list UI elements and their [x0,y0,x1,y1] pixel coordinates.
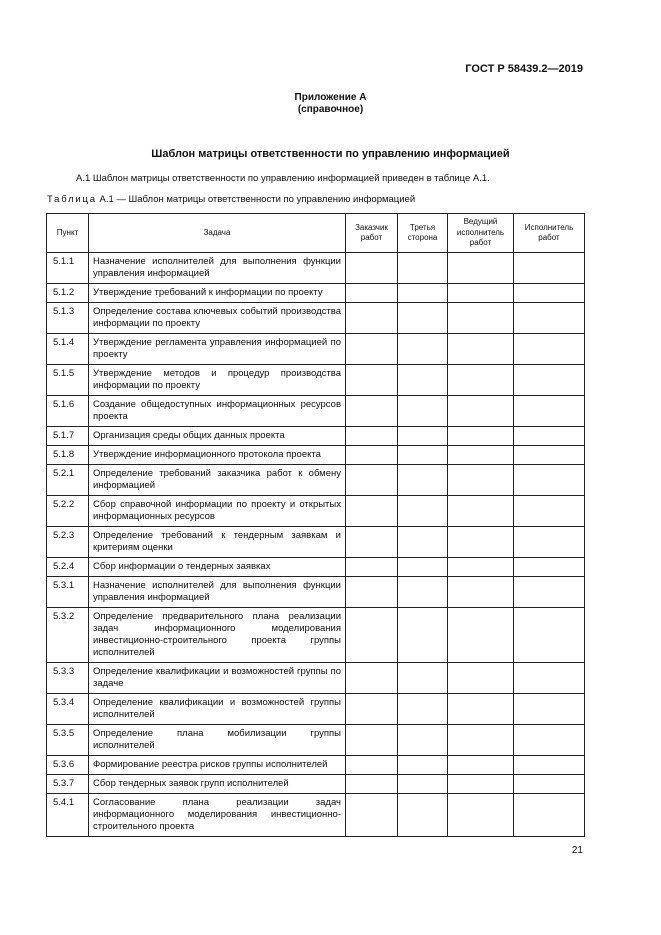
row-item-number: 5.3.2 [47,608,89,663]
cell-contractor [514,527,585,558]
table-caption [47,194,415,205]
row-item-number: 5.1.7 [47,427,89,446]
cell-customer [346,756,398,775]
cell-customer [346,558,398,577]
cell-contractor [514,396,585,427]
row-task: Назначение исполнителей для выполнения функции управления информацией [89,577,346,608]
cell-lead-contractor [448,284,514,303]
table-row [47,775,585,794]
cell-contractor [514,577,585,608]
cell-lead-contractor [448,334,514,365]
cell-customer [346,775,398,794]
cell-customer [346,694,398,725]
row-task: Сбор информации о тендерных заявках [89,558,346,577]
table-row [47,334,585,365]
cell-lead-contractor [448,694,514,725]
cell-contractor [514,608,585,663]
cell-contractor [514,303,585,334]
cell-lead-contractor [448,496,514,527]
row-task: Утверждение информационного протокола проекта [89,446,346,465]
cell-contractor [514,365,585,396]
row-item-number: 5.3.6 [47,756,89,775]
row-task: Сбор справочной информации по проекту и открытых информационных ресурсов [89,496,346,527]
table-caption-label: Таблица [47,194,97,205]
row-item-number: 5.3.5 [47,725,89,756]
row-item-number: 5.3.7 [47,775,89,794]
cell-third-party [398,396,448,427]
cell-lead-contractor [448,608,514,663]
row-item-number: 5.1.3 [47,303,89,334]
cell-customer [346,365,398,396]
cell-lead-contractor [448,775,514,794]
cell-lead-contractor [448,465,514,496]
cell-contractor [514,775,585,794]
cell-contractor [514,725,585,756]
cell-contractor [514,284,585,303]
cell-contractor [514,465,585,496]
cell-lead-contractor [448,725,514,756]
cell-third-party [398,284,448,303]
table-row [47,527,585,558]
cell-lead-contractor [448,527,514,558]
cell-customer [346,446,398,465]
row-task: Назначение исполнителей для выполнения функции управления информацией [89,253,346,284]
cell-customer [346,303,398,334]
cell-third-party [398,527,448,558]
row-task: Утверждение требований к информации по проекту [89,284,346,303]
cell-customer [346,427,398,446]
table-row [47,303,585,334]
cell-lead-contractor [448,663,514,694]
col-header-item: Пункт [47,214,89,253]
cell-customer [346,608,398,663]
responsibility-matrix-table [46,213,585,837]
col-header-third-party: Третья сторона [398,214,448,253]
cell-contractor [514,253,585,284]
cell-customer [346,284,398,303]
table-row [47,725,585,756]
row-task: Определение квалификации и возможностей группы исполнителей [89,694,346,725]
table-row [47,465,585,496]
page-number: 21 [571,845,583,856]
cell-customer [346,663,398,694]
row-item-number: 5.1.5 [47,365,89,396]
table-row [47,427,585,446]
table-row [47,284,585,303]
table-row [47,577,585,608]
cell-third-party [398,253,448,284]
cell-lead-contractor [448,303,514,334]
cell-contractor [514,427,585,446]
row-task: Определение плана мобилизации группы исполнителей [89,725,346,756]
cell-contractor [514,756,585,775]
row-item-number: 5.1.1 [47,253,89,284]
cell-third-party [398,365,448,396]
table-row [47,756,585,775]
row-task: Сбор тендерных заявок групп исполнителей [89,775,346,794]
cell-contractor [514,663,585,694]
cell-lead-contractor [448,558,514,577]
table-body [47,253,585,837]
cell-customer [346,794,398,837]
cell-third-party [398,694,448,725]
row-item-number: 5.3.4 [47,694,89,725]
cell-customer [346,725,398,756]
row-item-number: 5.1.8 [47,446,89,465]
cell-third-party [398,465,448,496]
cell-third-party [398,577,448,608]
table-row [47,558,585,577]
cell-third-party [398,756,448,775]
row-task: Определение требований заказчика работ к обмену информацией [89,465,346,496]
cell-lead-contractor [448,794,514,837]
row-item-number: 5.3.1 [47,577,89,608]
cell-customer [346,334,398,365]
section-heading: Шаблон матрицы ответственности по управлению информацией [151,148,510,160]
table-header-row [47,214,585,253]
cell-contractor [514,558,585,577]
table-row [47,446,585,465]
table-row [47,608,585,663]
col-header-task: Задача [89,214,346,253]
row-item-number: 5.3.3 [47,663,89,694]
cell-contractor [514,694,585,725]
cell-third-party [398,725,448,756]
row-item-number: 5.2.1 [47,465,89,496]
cell-third-party [398,558,448,577]
cell-contractor [514,496,585,527]
table-caption-text: А.1 — Шаблон матрицы ответственности по управлению информацией [96,194,416,205]
cell-customer [346,496,398,527]
row-item-number: 5.1.6 [47,396,89,427]
row-item-number: 5.2.4 [47,558,89,577]
cell-contractor [514,794,585,837]
table-row [47,694,585,725]
standard-designation: ГОСТ Р 58439.2—2019 [465,63,583,75]
row-item-number: 5.1.2 [47,284,89,303]
cell-contractor [514,334,585,365]
cell-lead-contractor [448,427,514,446]
col-header-contractor: Исполнитель работ [514,214,585,253]
col-header-lead-contractor: Ведущий исполнитель работ [448,214,514,253]
annex-title: Приложение А [294,92,367,103]
row-task: Создание общедоступных информационных ресурсов проекта [89,396,346,427]
cell-customer [346,577,398,608]
cell-customer [346,527,398,558]
cell-lead-contractor [448,756,514,775]
cell-lead-contractor [448,396,514,427]
cell-third-party [398,608,448,663]
cell-contractor [514,446,585,465]
row-task: Согласование плана реализации задач информационного моделирования инвестиционно-строительного проекта [89,794,346,837]
cell-third-party [398,334,448,365]
table-row [47,365,585,396]
table-row [47,396,585,427]
row-task: Утверждение методов и процедур производства информации по проекту [89,365,346,396]
cell-third-party [398,496,448,527]
row-item-number: 5.2.3 [47,527,89,558]
cell-third-party [398,446,448,465]
row-item-number: 5.2.2 [47,496,89,527]
cell-third-party [398,794,448,837]
table-row [47,253,585,284]
row-task: Утверждение регламента управления информацией по проекту [89,334,346,365]
row-task: Определение предварительного плана реализации задач информационного моделирования инвестиционно-строительного проекта группы исполнителей [89,608,346,663]
cell-third-party [398,303,448,334]
cell-lead-contractor [448,253,514,284]
table-row [47,663,585,694]
cell-lead-contractor [448,577,514,608]
table-row [47,794,585,837]
cell-third-party [398,775,448,794]
annex-subtitle: (справочное) [297,104,364,115]
row-task: Определение состава ключевых событий производства информации по проекту [89,303,346,334]
col-header-customer: Заказчик работ [346,214,398,253]
row-task: Формирование реестра рисков группы исполнителей [89,756,346,775]
cell-third-party [398,427,448,446]
cell-customer [346,253,398,284]
row-task: Определение требований к тендерным заявкам и критериям оценки [89,527,346,558]
row-item-number: 5.1.4 [47,334,89,365]
cell-customer [346,396,398,427]
row-item-number: 5.4.1 [47,794,89,837]
row-task: Определение квалификации и возможностей группы по задаче [89,663,346,694]
cell-third-party [398,663,448,694]
table-row [47,496,585,527]
row-task: Организация среды общих данных проекта [89,427,346,446]
intro-paragraph: А.1 Шаблон матрицы ответственности по управлению информацией приведен в таблице А.1. [76,173,490,184]
cell-customer [346,465,398,496]
cell-lead-contractor [448,365,514,396]
cell-lead-contractor [448,446,514,465]
